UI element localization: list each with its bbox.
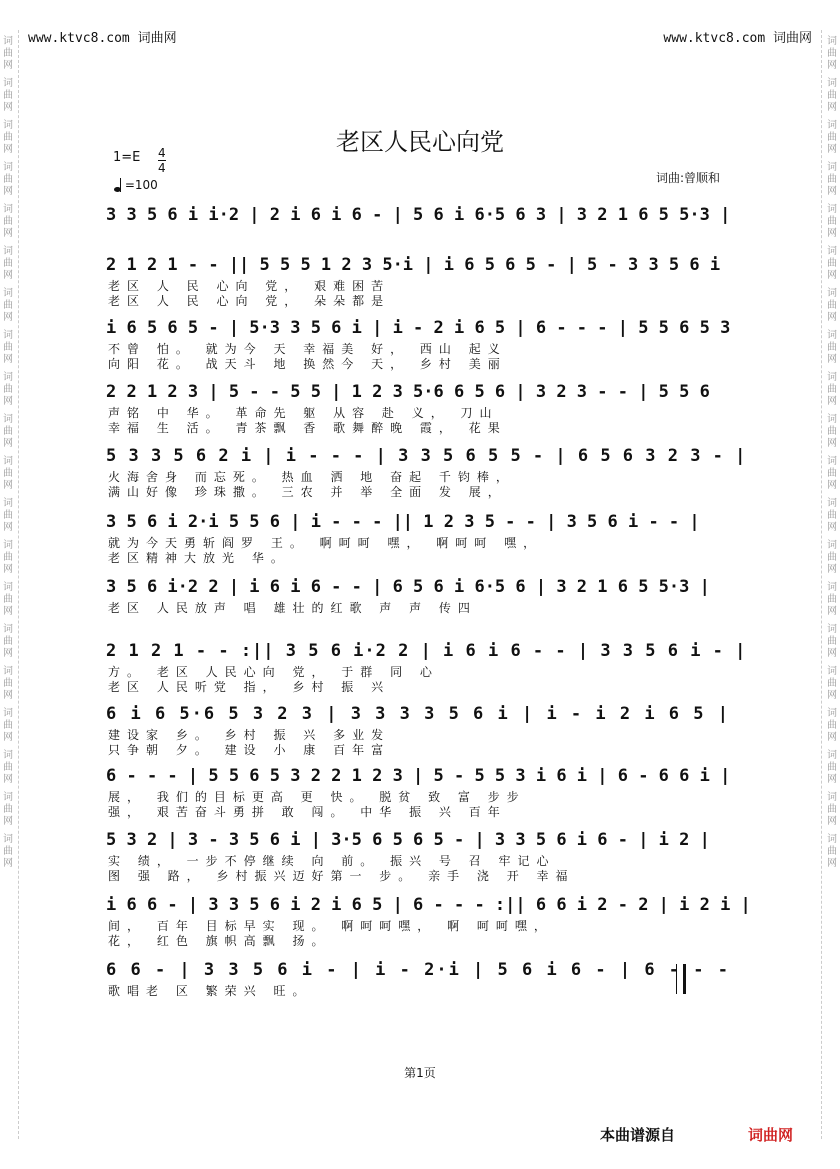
score-row (106, 577, 751, 616)
score-notes: 3 3 5 6 i i·2 | 2 i 6 i 6 - | 5 6 i 6·5 6 3 | 3 2 1 6 5 5·3 | (106, 205, 731, 225)
author-credit: 词曲:曾顺和 (656, 171, 721, 185)
score-notes: 2 1 2 1 - - :|| 3 5 6 i·2 2 | i 6 i 6 - - | 3 3 5 6 i - | (106, 641, 747, 661)
score-row (106, 704, 751, 758)
lyric-line-1: 老区 人 民 心向 党， 艰难困苦 (108, 279, 391, 293)
lyric-line-1: 不曾 怕。 就为今 天 幸福美 好， 西山 起义 (108, 342, 507, 356)
score-row (106, 382, 751, 436)
tempo-marking (114, 178, 158, 192)
lyric-line-2: 老区 人 民 心向 党， 朵朵都是 (108, 294, 391, 308)
score-row (106, 446, 751, 500)
time-signature (158, 146, 166, 175)
score-notes: 3 5 6 i 2·i 5 5 6 | i - - - || 1 2 3 5 - - | 3 5 6 i - - | (106, 512, 700, 532)
tempo-value: =100 (124, 178, 158, 192)
lyric-line-1: 声铭 中 华。 革命先 躯 从容 赴 义， 刀山 (108, 406, 499, 420)
right-side-watermark: 词曲网 词曲网 词曲网 词曲网 词曲网 词曲网 词曲网 词曲网 词曲网 词曲网 词曲网 词曲网 词曲网 词曲网 词曲网 词曲网 词曲网 词曲网 词曲网 词曲网 (827, 36, 837, 869)
score-row (106, 766, 751, 820)
lyric-line-2: 花， 红色 旗帜高飘 扬。 (108, 934, 331, 948)
score-row (106, 641, 751, 695)
lyric-line-1: 建设家 乡。 乡村 振 兴 多业发 (108, 728, 391, 742)
score-row (106, 318, 751, 372)
lyric-line-2: 强， 艰苦奋斗勇拼 敢 闯。 中华 振 兴 百年 (108, 805, 507, 819)
lyric-line-1: 实 绩， 一步不停继续 向 前。 振兴 号 召 牢记心 (108, 854, 556, 868)
lyric-line-2: 老区精神大放光 华。 (108, 551, 290, 565)
lyric-line-1: 间， 百年 目标早实 现。 啊呵呵嘿， 啊 呵呵嘿， (108, 919, 553, 933)
left-side-watermark: 词曲网 词曲网 词曲网 词曲网 词曲网 词曲网 词曲网 词曲网 词曲网 词曲网 词曲网 词曲网 词曲网 词曲网 词曲网 词曲网 词曲网 词曲网 词曲网 词曲网 (3, 36, 13, 869)
score-row (106, 895, 751, 949)
lyric-line-1: 火海舍身 而忘死。 热血 洒 地 奋起 千钧棒， (108, 470, 515, 484)
lyric-line-2: 老区 人民听党 指， 乡村 振 兴 (108, 680, 391, 694)
final-barline (676, 964, 686, 994)
right-dashed-border (821, 30, 822, 1139)
score-notes: 5 3 3 5 6 2 i | i - - - | 3 3 5 6 5 5 - | 6 5 6 3 2 3 - | (106, 446, 747, 466)
lyric-line-2: 满山好像 珍珠撒。 三农 并 举 全面 发 展， (108, 485, 507, 499)
note-stem-icon (120, 178, 121, 192)
score-notes: i 6 5 6 5 - | 5·3 3 5 6 i | i - 2 i 6 5 | 6 - - - | 5 5 6 5 3 (106, 318, 731, 338)
header-left-url: www.ktvc8.com 词曲网 (28, 31, 177, 46)
score-notes: 2 2 1 2 3 | 5 - - 5 5 | 1 2 3 5·6 6 5 6 | 3 2 3 - - | 5 5 6 (106, 382, 710, 402)
left-dashed-border (18, 30, 19, 1139)
source-label: 本曲谱源自 (600, 1126, 676, 1144)
score-notes: 6 i 6 5·6 5 3 2 3 | 3 3 3 3 5 6 i | i - i 2 i 6 5 | (106, 704, 730, 724)
score-row (106, 512, 751, 566)
key-signature: 1=E (113, 150, 141, 165)
score-notes: 5 3 2 | 3 - 3 5 6 i | 3·5 6 5 6 5 - | 3 3 5 6 i 6 - | i 2 | (106, 830, 710, 850)
score-row (106, 205, 751, 229)
lyric-line-1: 就为今天勇斩阎罗 王。 啊呵呵 嘿， 啊呵呵 嘿， (108, 536, 543, 550)
meter-bottom: 4 (158, 161, 166, 175)
score-notes: 3 5 6 i·2 2 | i 6 i 6 - - | 6 5 6 i 6·5 6 | 3 2 1 6 5 5·3 | (106, 577, 710, 597)
lyric-line-1: 方。 老区 人民心向 党， 于群 同 心 (108, 665, 439, 679)
score-notes: i 6 6 - | 3 3 5 6 i 2 i 6 5 | 6 - - - :|| 6 6 i 2 - 2 | i 2 i | (106, 895, 751, 915)
score-row (106, 830, 751, 884)
score-row (106, 255, 751, 309)
score-notes: 2 1 2 1 - - || 5 5 5 1 2 3 5·i | i 6 5 6 5 - | 5 - 3 3 5 6 i (106, 255, 721, 275)
lyric-line-2: 幸福 生 活。 青茶飘 香 歌舞醉晚 霞， 花果 (108, 421, 507, 435)
score-notes: 6 - - - | 5 5 6 5 3 2 2 1 2 3 | 5 - 5 5 3 i 6 i | 6 - 6 6 i | (106, 766, 731, 786)
lyric-line-1: 歌唱老 区 繁荣兴 旺。 (108, 984, 312, 998)
page-number: 第1页 (404, 1066, 436, 1080)
source-site: 词曲网 (748, 1126, 794, 1144)
lyric-line-2: 只争朝 夕。 建设 小 康 百年富 (108, 743, 391, 757)
song-title: 老区人民心向党 (336, 128, 504, 157)
lyric-line-1: 老区 人民放声 唱 雄壮的红歌 声 声 传四 (108, 601, 477, 615)
header-right-url: www.ktvc8.com 词曲网 (663, 31, 812, 46)
lyric-line-2: 图 强 路， 乡村振兴迈好第一 步。 亲手 浇 开 幸福 (108, 869, 575, 883)
meter-top: 4 (158, 146, 166, 160)
lyric-line-2: 向阳 花。 战天斗 地 换然今 天， 乡村 美丽 (108, 357, 507, 371)
score-notes: 6 6 - | 3 3 5 6 i - | i - 2·i | 5 6 i 6 - | 6 - - - (106, 960, 730, 980)
lyric-line-1: 展， 我们的目标更高 更 快。 脱贫 致 富 步步 (108, 790, 526, 804)
score-row (106, 960, 751, 999)
